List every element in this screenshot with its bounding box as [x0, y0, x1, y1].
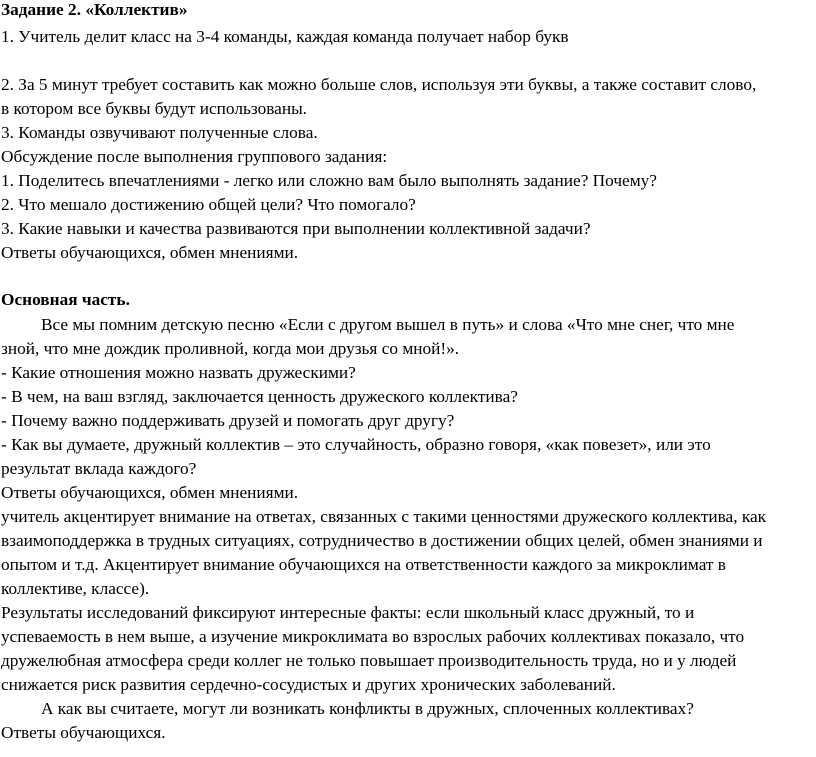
text-line: Ответы обучающихся. [1, 723, 166, 742]
text-line: взаимоподдержка в трудных ситуациях, сотрудничество в достижении общих целей, обмен знаниями и [1, 531, 763, 550]
text-line: - Какие отношения можно назвать дружескими? [1, 363, 356, 382]
text-line: Все мы помним детскую песню «Если с другом вышел в путь» и слова «Что мне снег, что мне [41, 315, 735, 334]
task-heading: Задание 2. «Коллектив» [1, 0, 188, 19]
text-line: 1. Учитель делит класс на 3-4 команды, каждая команда получает набор букв [1, 27, 569, 46]
text-line: в котором все буквы будут использованы. [1, 99, 307, 118]
text-line: - Почему важно поддерживать друзей и помогать друг другу? [1, 411, 455, 430]
text-line: опытом и т.д. Акцентирует внимание обучающихся на ответственности каждого за микроклимат в [1, 555, 726, 574]
text-line: успеваемость в нем выше, а изучение микроклимата во взрослых рабочих коллективах показало, что [1, 627, 745, 646]
text-line: дружелюбная атмосфера среди коллег не только повышает производительность труда, но и у людей [1, 651, 737, 670]
text-line: 1. Поделитесь впечатлениями - легко или сложно вам было выполнять задание? Почему? [1, 171, 657, 190]
text-line: 2. Что мешало достижению общей цели? Что помогало? [1, 195, 416, 214]
text-line: Обсуждение после выполнения группового задания: [1, 147, 388, 166]
text-line: Ответы обучающихся, обмен мнениями. [1, 483, 299, 502]
text-line: Ответы обучающихся, обмен мнениями. [1, 243, 299, 262]
text-line: коллективе, классе). [1, 579, 150, 598]
section-heading: Основная часть. [1, 290, 130, 309]
text-line: учитель акцентирует внимание на ответах, связанных с такими ценностями дружеского коллектива, как [1, 507, 767, 526]
text-line: А как вы считаете, могут ли возникать конфликты в дружных, сплоченных коллективах? [41, 699, 694, 718]
text-line: результат вклада каждого? [1, 459, 197, 478]
text-line: снижается риск развития сердечно-сосудистых и других хронических заболеваний. [1, 675, 616, 694]
text-line: 3. Какие навыки и качества развиваются при выполнении коллективной задачи? [1, 219, 591, 238]
text-line: Результаты исследований фиксируют интересные факты: если школьный класс дружный, то и [1, 603, 695, 622]
text-line: зной, что мне дождик проливной, когда мои друзья со мной!». [1, 339, 460, 358]
text-line: - Как вы думаете, дружный коллектив – это случайность, образно говоря, «как повезет», или это [1, 435, 711, 454]
text-line: 3. Команды озвучивают полученные слова. [1, 123, 318, 142]
text-line: - В чем, на ваш взгляд, заключается ценность дружеского коллектива? [1, 387, 518, 406]
text-line: 2. За 5 минут требует составить как можно больше слов, используя эти буквы, а также составит слово, [1, 75, 757, 94]
